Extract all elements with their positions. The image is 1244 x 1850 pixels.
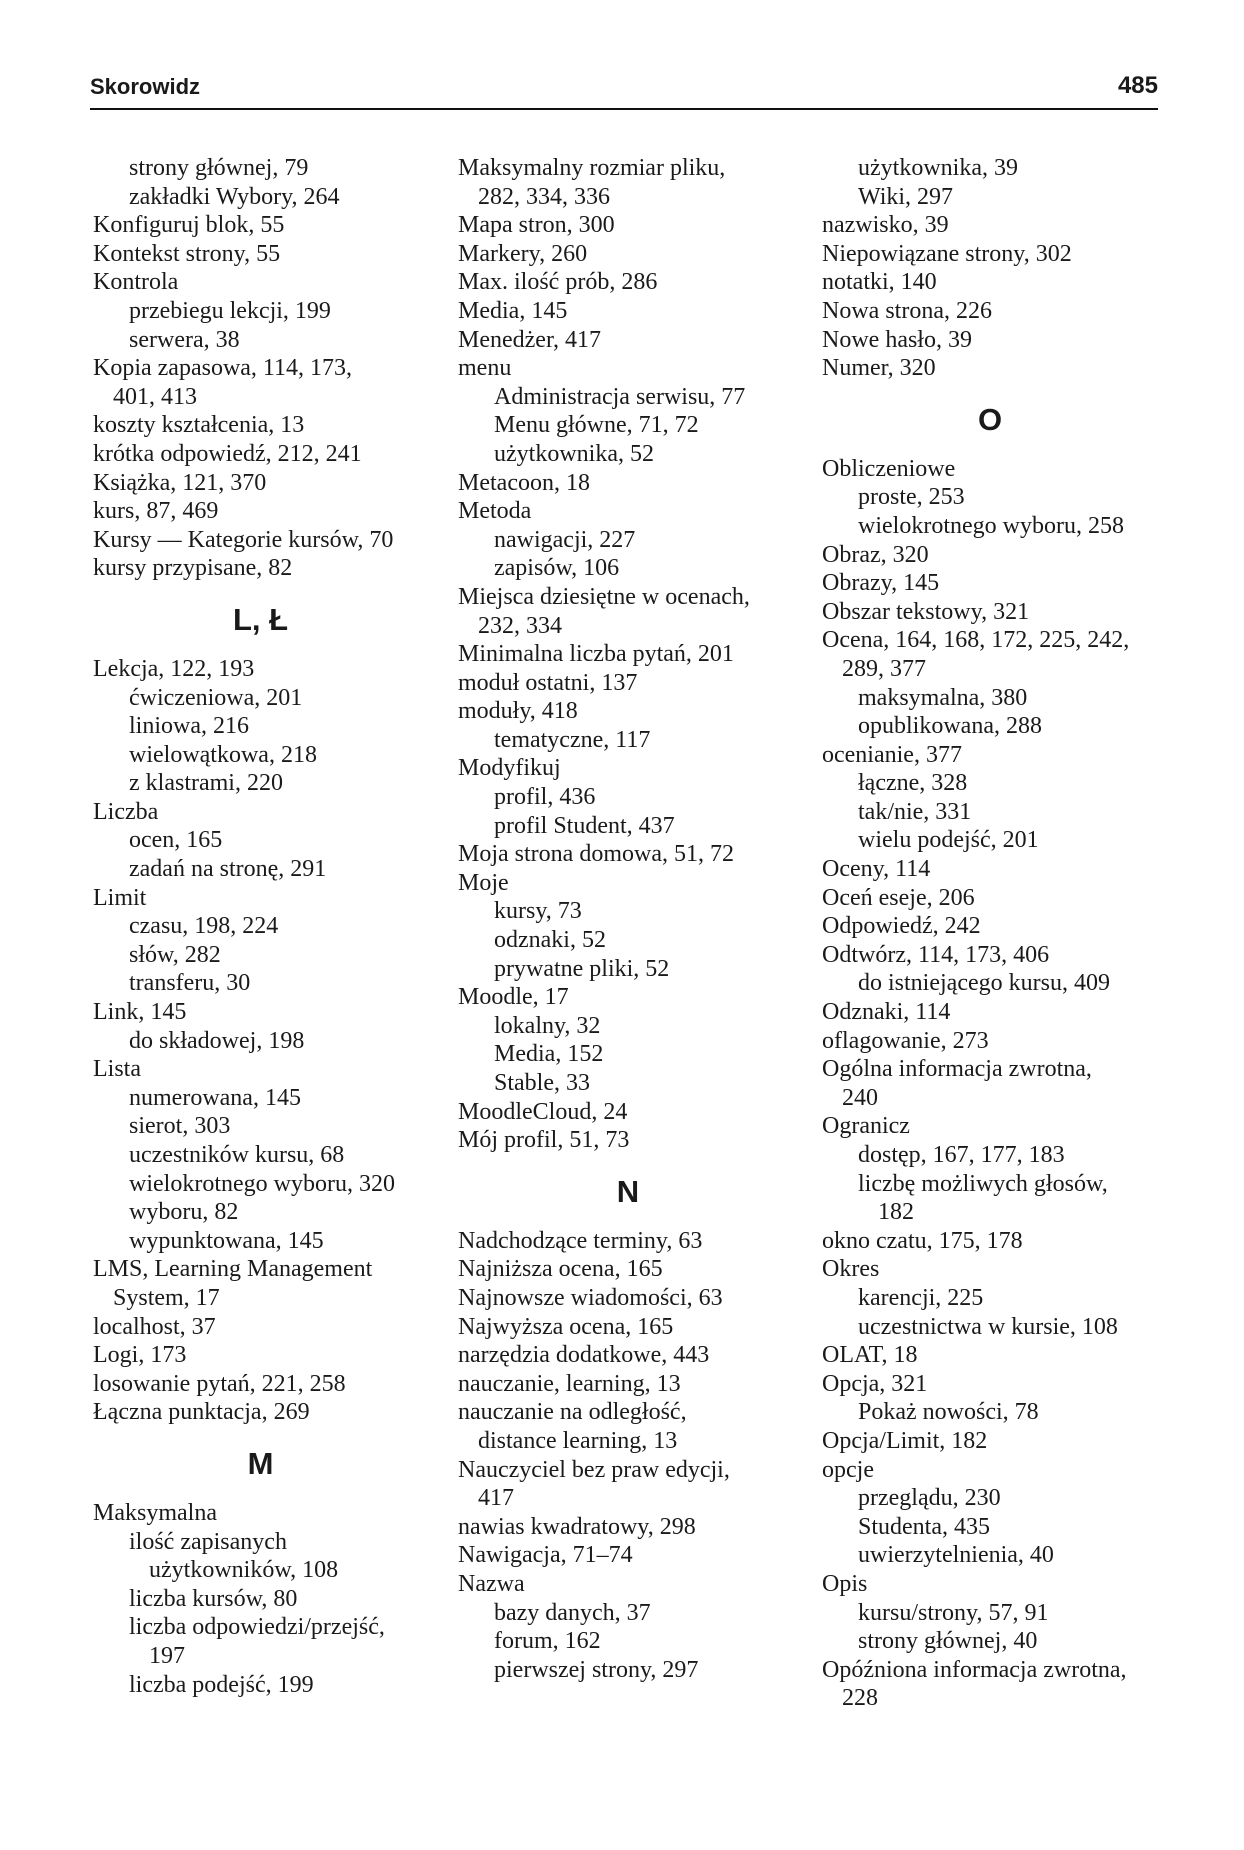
index-entry: Odpowiedź, 242 (822, 913, 981, 940)
index-entry: Obszar tekstowy, 321 (822, 598, 1030, 625)
index-entry: Max. ilość prób, 286 (458, 269, 658, 296)
index-entry: Odtwórz, 114, 173, 406 (822, 941, 1050, 968)
index-entry: moduł ostatni, 137 (458, 669, 638, 696)
index-entry: ćwiczeniowa, 201 (129, 684, 303, 711)
index-entry: Lekcja, 122, 193 (93, 655, 255, 682)
index-entry: wielu podejść, 201 (858, 827, 1039, 854)
index-entry: kurs, 87, 469 (93, 498, 219, 525)
index-entry: profil, 436 (494, 784, 596, 811)
index-entry: koszty kształcenia, 13 (93, 412, 305, 439)
index-entry: System, 17 (113, 1284, 220, 1311)
index-entry: losowanie pytań, 221, 258 (93, 1370, 346, 1397)
index-entry: 282, 334, 336 (478, 183, 610, 210)
index-entry: 401, 413 (113, 383, 197, 410)
index-entry: Opis (822, 1570, 868, 1597)
index-entry: Kursy — Kategorie kursów, 70 (93, 526, 394, 553)
index-letter-heading: L, Ł (232, 601, 289, 637)
index-entry: użytkowników, 108 (149, 1557, 339, 1584)
index-entry: Mój profil, 51, 73 (458, 1127, 630, 1154)
index-entry: do składowej, 198 (129, 1027, 305, 1054)
index-entry: Pokaż nowości, 78 (858, 1399, 1039, 1426)
index-entry: kursu/strony, 57, 91 (858, 1599, 1049, 1626)
index-entry: nauczanie, learning, 13 (458, 1370, 681, 1397)
index-entry: Nowe hasło, 39 (822, 326, 972, 353)
index-entry: zakładki Wybory, 264 (129, 183, 340, 210)
index-entry: Miejsca dziesiętne w ocenach, (458, 583, 750, 610)
index-entry: przebiegu lekcji, 199 (129, 297, 331, 324)
index-entry: opublikowana, 288 (858, 713, 1042, 740)
index-entry: Książka, 121, 370 (93, 469, 267, 496)
index-entry: Ocena, 164, 168, 172, 225, 242, (822, 627, 1130, 654)
index-entry: Kontekst strony, 55 (93, 240, 281, 267)
index-entry: Obrazy, 145 (822, 570, 940, 597)
index-entry: Studenta, 435 (858, 1513, 990, 1540)
index-entry: nazwisko, 39 (822, 212, 949, 239)
index-entry: wielokrotnego wyboru, 320 (129, 1170, 395, 1197)
index-entry: Konfiguruj blok, 55 (93, 212, 285, 239)
index-entry: Numer, 320 (822, 355, 936, 382)
index-entry: Moje (458, 869, 509, 896)
index-entry: 182 (878, 1199, 914, 1226)
index-entry: Limit (93, 884, 147, 911)
index-entry: wielowątkowa, 218 (129, 741, 317, 768)
index-entry: Nawigacja, 71–74 (458, 1542, 633, 1569)
index-entry: sierot, 303 (129, 1113, 231, 1140)
index-entry: liniowa, 216 (129, 713, 249, 740)
index-entry: kursy przypisane, 82 (93, 555, 293, 582)
index-entry: 228 (842, 1685, 878, 1712)
index-entry: Metoda (458, 498, 532, 525)
index-letter-heading: O (977, 401, 1003, 437)
index-entry: liczba podejść, 199 (129, 1671, 314, 1698)
index-entry: użytkownika, 39 (858, 155, 1018, 181)
index-entry: karencji, 225 (858, 1284, 984, 1311)
index-entry: Administracja serwisu, 77 (494, 383, 746, 410)
index-entry: nawigacji, 227 (494, 526, 636, 553)
index-entry: Najniższa ocena, 165 (458, 1256, 663, 1283)
index-entry: uwierzytelnienia, 40 (858, 1542, 1054, 1569)
index-entry: Nazwa (458, 1570, 525, 1597)
index-entry: Niepowiązane strony, 302 (822, 240, 1072, 267)
index-entry: strony głównej, 79 (129, 155, 309, 181)
index-entry: użytkownika, 52 (494, 440, 654, 467)
index-entry: nawias kwadratowy, 298 (458, 1513, 696, 1540)
index-entry: Opcja, 321 (822, 1370, 928, 1397)
index-entry: Markery, 260 (458, 240, 588, 267)
index-entry: Opóźniona informacja zwrotna, (822, 1656, 1127, 1683)
index-entry: Nauczyciel bez praw edycji, (458, 1456, 730, 1483)
index-entry: Nadchodzące terminy, 63 (458, 1227, 703, 1254)
index-entry: 232, 334 (478, 612, 562, 639)
index-entry: krótka odpowiedź, 212, 241 (93, 440, 362, 467)
index-entry: Moodle, 17 (458, 984, 569, 1011)
index-entry: Moja strona domowa, 51, 72 (458, 841, 734, 868)
index-entry: odznaki, 52 (494, 927, 606, 954)
index-entry: bazy danych, 37 (494, 1599, 651, 1626)
index-entry: zadań na stronę, 291 (129, 856, 327, 883)
index-entry: do istniejącego kursu, 409 (858, 970, 1110, 997)
header-title: Skorowidz (90, 74, 201, 99)
index-entry: Maksymalna (93, 1499, 217, 1526)
index-entry: Link, 145 (93, 999, 187, 1026)
index-entry: Lista (93, 1056, 141, 1083)
index-entry: maksymalna, 380 (858, 684, 1028, 711)
index-entry: przeglądu, 230 (858, 1485, 1001, 1512)
index-entry: lokalny, 32 (494, 1012, 601, 1039)
index-entry: Modyfikuj (458, 755, 561, 782)
index-entry: menu (458, 355, 512, 382)
index-entry: ocenianie, 377 (822, 741, 962, 768)
index-entry: Menu główne, 71, 72 (494, 412, 699, 439)
index-entry: prywatne pliki, 52 (494, 955, 670, 982)
index-entry: wyboru, 82 (129, 1199, 239, 1226)
index-entry: Obliczeniowe (822, 455, 956, 482)
index-entry: LMS, Learning Management (93, 1256, 373, 1283)
index-entry: Nowa strona, 226 (822, 297, 992, 324)
index-entry: dostęp, 167, 177, 183 (858, 1142, 1065, 1168)
index-entry: Okres (822, 1256, 880, 1283)
index-entry: 289, 377 (842, 655, 926, 682)
index-entry: Logi, 173 (93, 1342, 187, 1369)
index-entry: Najwyższa ocena, 165 (458, 1313, 674, 1340)
index-entry: Oceny, 114 (822, 856, 931, 883)
index-entry: 417 (478, 1485, 514, 1512)
index-entry: moduły, 418 (458, 698, 578, 725)
index-entry: Wiki, 297 (858, 183, 954, 210)
index-entry: pierwszej strony, 297 (494, 1656, 699, 1683)
index-entry: liczba odpowiedzi/przejść, (129, 1614, 385, 1641)
index-entry: MoodleCloud, 24 (458, 1098, 628, 1125)
index-column-3 (822, 154, 1158, 1713)
index-entry: tak/nie, 331 (858, 798, 972, 825)
index-entry: Opcja/Limit, 182 (822, 1427, 988, 1454)
index-entry: localhost, 37 (93, 1313, 216, 1340)
index-entry: Stable, 33 (494, 1070, 590, 1096)
index-entry: zapisów, 106 (494, 555, 620, 582)
index-entry: uczestnictwa w kursie, 108 (858, 1313, 1118, 1340)
index-entry: opcje (822, 1456, 874, 1483)
index-entry: z klastrami, 220 (129, 770, 283, 797)
index-entry: Menedżer, 417 (458, 326, 601, 353)
index-entry: OLAT, 18 (822, 1342, 918, 1369)
index-entry: Oceń eseje, 206 (822, 884, 975, 911)
page-number: 485 (1117, 72, 1158, 99)
index-entry: narzędzia dodatkowe, 443 (458, 1342, 710, 1369)
index-entry: Media, 145 (458, 297, 568, 324)
index-entry: ilość zapisanych (129, 1528, 287, 1555)
index-entry: Media, 152 (494, 1041, 604, 1068)
index-entry: numerowana, 145 (129, 1084, 301, 1111)
index-entry: 240 (842, 1084, 878, 1111)
index-column-2 (458, 154, 798, 1684)
index-entry: 197 (149, 1642, 185, 1669)
index-entry: oflagowanie, 273 (822, 1027, 989, 1054)
index-entry: uczestników kursu, 68 (129, 1142, 345, 1168)
index-entry: ocen, 165 (129, 827, 223, 854)
index-entry: słów, 282 (129, 941, 221, 968)
index-entry: czasu, 198, 224 (129, 913, 279, 940)
index-entry: strony głównej, 40 (858, 1628, 1038, 1655)
index-entry: liczba kursów, 80 (129, 1585, 298, 1612)
index-entry: Obraz, 320 (822, 541, 929, 568)
index-entry: Łączna punktacja, 269 (93, 1399, 310, 1426)
index-entry: Kopia zapasowa, 114, 173, (93, 355, 353, 382)
index-entry: Odznaki, 114 (822, 999, 951, 1026)
index-entry: okno czatu, 175, 178 (822, 1227, 1023, 1254)
index-entry: transferu, 30 (129, 970, 251, 997)
index-entry: Maksymalny rozmiar pliku, (458, 155, 726, 181)
index-entry: wypunktowana, 145 (129, 1227, 324, 1254)
index-entry: Najnowsze wiadomości, 63 (458, 1284, 723, 1311)
index-letter-heading: M (247, 1445, 274, 1481)
index-entry: Mapa stron, 300 (458, 212, 615, 239)
index-entry: profil Student, 437 (494, 812, 675, 839)
index-entry: Minimalna liczba pytań, 201 (458, 641, 734, 668)
index-entry: Kontrola (93, 269, 179, 296)
index-entry: Ogranicz (822, 1113, 910, 1140)
index-entry: forum, 162 (494, 1628, 601, 1655)
index-column-1 (93, 154, 428, 1699)
index-entry: tematyczne, 117 (494, 726, 651, 753)
index-entry: kursy, 73 (494, 898, 582, 925)
running-header (90, 72, 1158, 110)
index-entry: proste, 253 (858, 484, 965, 511)
index-entry: distance learning, 13 (478, 1427, 678, 1454)
index-entry: Liczba (93, 798, 159, 825)
index-entry: Ogólna informacja zwrotna, (822, 1056, 1092, 1083)
index-entry: nauczanie na odległość, (458, 1399, 687, 1426)
index-entry: Metacoon, 18 (458, 469, 590, 496)
index-entry: serwera, 38 (129, 326, 240, 353)
index-entry: wielokrotnego wyboru, 258 (858, 512, 1124, 539)
index-entry: liczbę możliwych głosów, (858, 1170, 1108, 1197)
index-entry: łączne, 328 (858, 770, 968, 797)
index-entry: notatki, 140 (822, 269, 937, 296)
index-letter-heading: N (616, 1173, 640, 1209)
